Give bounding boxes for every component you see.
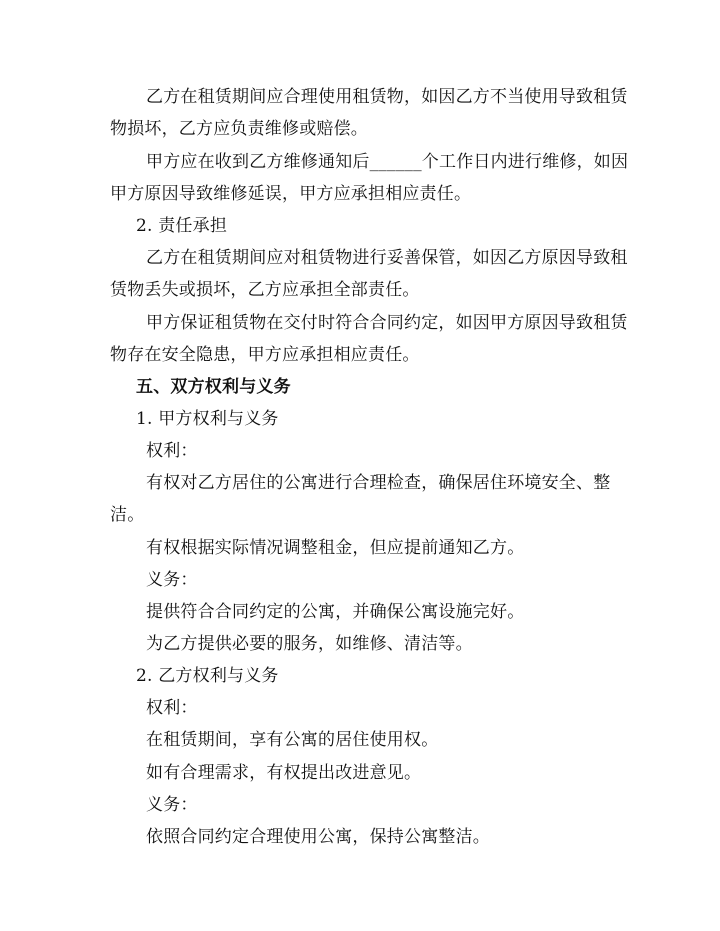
paragraph-line: 物存在安全隐患，甲方应承担相应责任。 <box>110 345 420 365</box>
paragraph-line: 有权根据实际情况调整租金，但应提前通知乙方。 <box>146 538 525 558</box>
paragraph-line: 甲方应在收到乙方维修通知后______个工作日内进行维修，如因 <box>146 152 629 172</box>
label-line: 义务： <box>146 795 198 815</box>
paragraph-line: 物损坏，乙方应负责维修或赔偿。 <box>110 119 368 139</box>
paragraph-line: 赁物丢失或损坏，乙方应承担全部责任。 <box>110 280 420 300</box>
section-subheading: 2. 责任承担 <box>136 216 228 236</box>
paragraph-line: 甲方保证租赁物在交付时符合合同约定，如因甲方原因导致租赁 <box>146 313 628 333</box>
label-line: 义务： <box>146 570 198 590</box>
paragraph-line: 如有合理需求，有权提出改进意见。 <box>146 763 422 783</box>
paragraph-line: 乙方在租赁期间应合理使用租赁物，如因乙方不当使用导致租赁 <box>146 87 628 107</box>
label-line: 权利： <box>146 698 198 718</box>
paragraph-line: 在租赁期间，享有公寓的居住使用权。 <box>146 730 439 750</box>
paragraph-line: 乙方在租赁期间应对租赁物进行妥善保管，如因乙方原因导致租 <box>146 248 628 268</box>
paragraph-line: 甲方原因导致维修延误，甲方应承担相应责任。 <box>110 184 472 204</box>
paragraph-line: 洁。 <box>110 505 145 525</box>
section-subheading: 1. 甲方权利与义务 <box>136 409 279 429</box>
section-heading: 五、双方权利与义务 <box>136 377 291 397</box>
paragraph-line: 提供符合合同约定的公寓，并确保公寓设施完好。 <box>146 602 525 622</box>
label-line: 权利： <box>146 441 198 461</box>
paragraph-line: 有权对乙方居住的公寓进行合理检查，确保居住环境安全、整 <box>146 473 611 493</box>
paragraph-line: 依照合同约定合理使用公寓，保持公寓整洁。 <box>146 827 490 847</box>
section-subheading: 2. 乙方权利与义务 <box>136 666 279 686</box>
paragraph-line: 为乙方提供必要的服务，如维修、清洁等。 <box>146 634 473 654</box>
